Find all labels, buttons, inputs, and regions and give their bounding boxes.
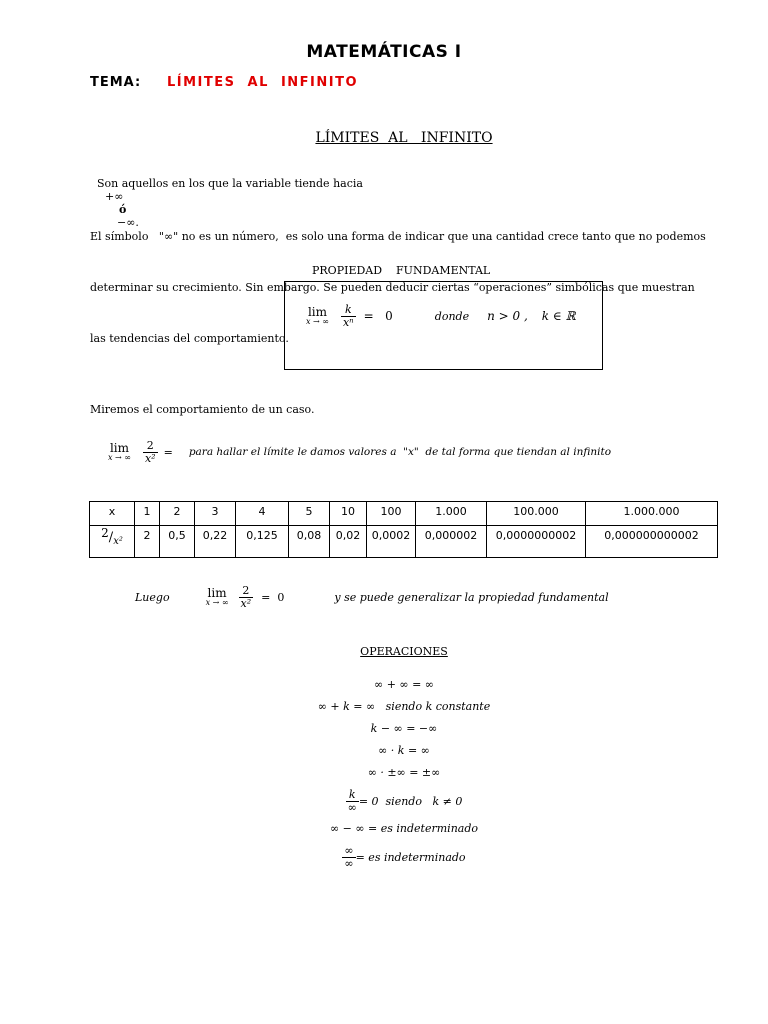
section-title: LÍMITES AL INFINITO xyxy=(315,130,493,146)
table-cell: 0,0000000002 xyxy=(487,526,586,558)
fraction-denominator: xⁿ xyxy=(342,315,354,329)
conclusion-text: y se puede generalizar la propiedad fundamental xyxy=(334,590,609,604)
operation-6 xyxy=(0,784,768,818)
lim-subscript: x → ∞ xyxy=(306,317,329,327)
op8-fraction xyxy=(342,845,355,869)
intro-text: Son aquellos en los que la variable tiende hacia xyxy=(97,177,363,190)
tema-value: LÍMITES AL INFINITO xyxy=(167,75,359,90)
table-cell: 0,5 xyxy=(160,526,195,558)
conclusion-formula xyxy=(135,585,609,609)
paragraph-line-3: las tendencias del comportamiento. xyxy=(90,332,289,345)
property-donde: donde xyxy=(434,309,470,323)
operations-title: OPERACIONES xyxy=(360,645,448,658)
op6-fraction xyxy=(346,789,359,813)
fraction-numerator: k xyxy=(344,303,352,316)
fraction-numerator: ∞ xyxy=(344,843,354,857)
fraction-numerator: 2 xyxy=(242,584,250,597)
intro-or: ó xyxy=(119,203,127,216)
table-cell: 4 xyxy=(236,502,289,526)
tema-label: TEMA: xyxy=(90,75,142,90)
property-formula xyxy=(306,304,576,328)
table-cell: 0,000002 xyxy=(416,526,487,558)
fraction-numerator: k xyxy=(348,787,356,801)
operation-1: ∞ + ∞ = ∞ xyxy=(374,678,434,691)
table-cell: 0,0002 xyxy=(367,526,416,558)
lim-operator: lim xyxy=(207,586,227,601)
table-cell: 100.000 xyxy=(487,502,586,526)
property-cond-k: k ∈ ℝ xyxy=(541,309,576,324)
lim-operator: lim xyxy=(307,305,328,320)
table-cell: 100 xyxy=(367,502,416,526)
lim-subscript: x → ∞ xyxy=(205,598,229,608)
example-equals: = xyxy=(163,445,173,459)
table-header-f: 2/x² xyxy=(90,526,135,558)
table-cell: 0,22 xyxy=(195,526,236,558)
table-cell: 5 xyxy=(289,502,330,526)
table-cell: 3 xyxy=(195,502,236,526)
table-cell: 1 xyxy=(135,502,160,526)
conclusion-equals: = 0 xyxy=(261,590,285,604)
operation-8 xyxy=(0,840,768,874)
table-cell: 1.000.000 xyxy=(586,502,718,526)
example-fraction xyxy=(143,440,158,464)
table-cell: 0,125 xyxy=(236,526,289,558)
paragraph-line-1: El símbolo "∞" no es un número, es solo una forma de indicar que una cantidad crece tanto que no podemos xyxy=(90,230,706,243)
values-table xyxy=(89,501,718,558)
example-text: para hallar el límite le damos valores a "x" de tal forma que tiendan al infinito xyxy=(188,446,612,459)
lim-subscript: x → ∞ xyxy=(108,453,131,463)
property-title: PROPIEDAD FUNDAMENTAL xyxy=(312,264,491,277)
table-cell: 10 xyxy=(330,502,367,526)
table-header-x: x xyxy=(90,502,135,526)
example-intro: Miremos el comportamiento de un caso. xyxy=(90,403,315,416)
f-numerator: 2 xyxy=(101,526,109,540)
table-cell: 0,02 xyxy=(330,526,367,558)
property-fraction xyxy=(341,304,356,328)
table-row xyxy=(90,526,718,558)
conclusion-fraction xyxy=(239,585,254,609)
example-limit xyxy=(108,442,131,462)
op6-rest: = 0 siendo k ≠ 0 xyxy=(358,794,463,808)
op8-rest: = es indeterminado xyxy=(355,850,466,864)
fraction-denominator: ∞ xyxy=(347,800,357,814)
conclusion-limit xyxy=(206,587,229,607)
table-row xyxy=(90,502,718,526)
operation-3: k − ∞ = −∞ xyxy=(370,722,438,735)
operation-2: ∞ + k = ∞ siendo k constante xyxy=(317,700,491,713)
conclusion-luego: Luego xyxy=(135,590,170,604)
fraction-denominator: x² xyxy=(240,596,252,610)
operations-list xyxy=(0,674,768,874)
table-cell: 0,08 xyxy=(289,526,330,558)
fraction-denominator: ∞ xyxy=(344,856,354,870)
property-limit xyxy=(306,306,329,326)
table-cell: 2 xyxy=(160,502,195,526)
operation-4: ∞ · k = ∞ xyxy=(378,744,430,757)
f-denominator: x² xyxy=(113,536,123,547)
property-equals: = 0 xyxy=(363,309,393,324)
example-formula xyxy=(108,440,611,464)
lim-operator: lim xyxy=(109,441,130,456)
fraction-numerator: 2 xyxy=(146,439,154,452)
operation-5: ∞ · ±∞ = ±∞ xyxy=(367,766,441,779)
intro-neg-infinity: −∞. xyxy=(117,216,139,229)
intro-pos-infinity: +∞ xyxy=(105,190,124,203)
table-cell: 2 xyxy=(135,526,160,558)
property-cond-n: n > 0 , xyxy=(487,309,528,324)
paragraph-line-2: determinar su crecimiento. Sin embargo. Se pueden deducir ciertas “operaciones” simbólicas que muestran xyxy=(90,281,695,294)
page-title: MATEMÁTICAS I xyxy=(306,42,462,62)
table-cell: 1.000 xyxy=(416,502,487,526)
table-cell: 0,000000000002 xyxy=(586,526,718,558)
operation-7: ∞ − ∞ = es indeterminado xyxy=(330,822,478,835)
fraction-denominator: x² xyxy=(144,451,156,465)
